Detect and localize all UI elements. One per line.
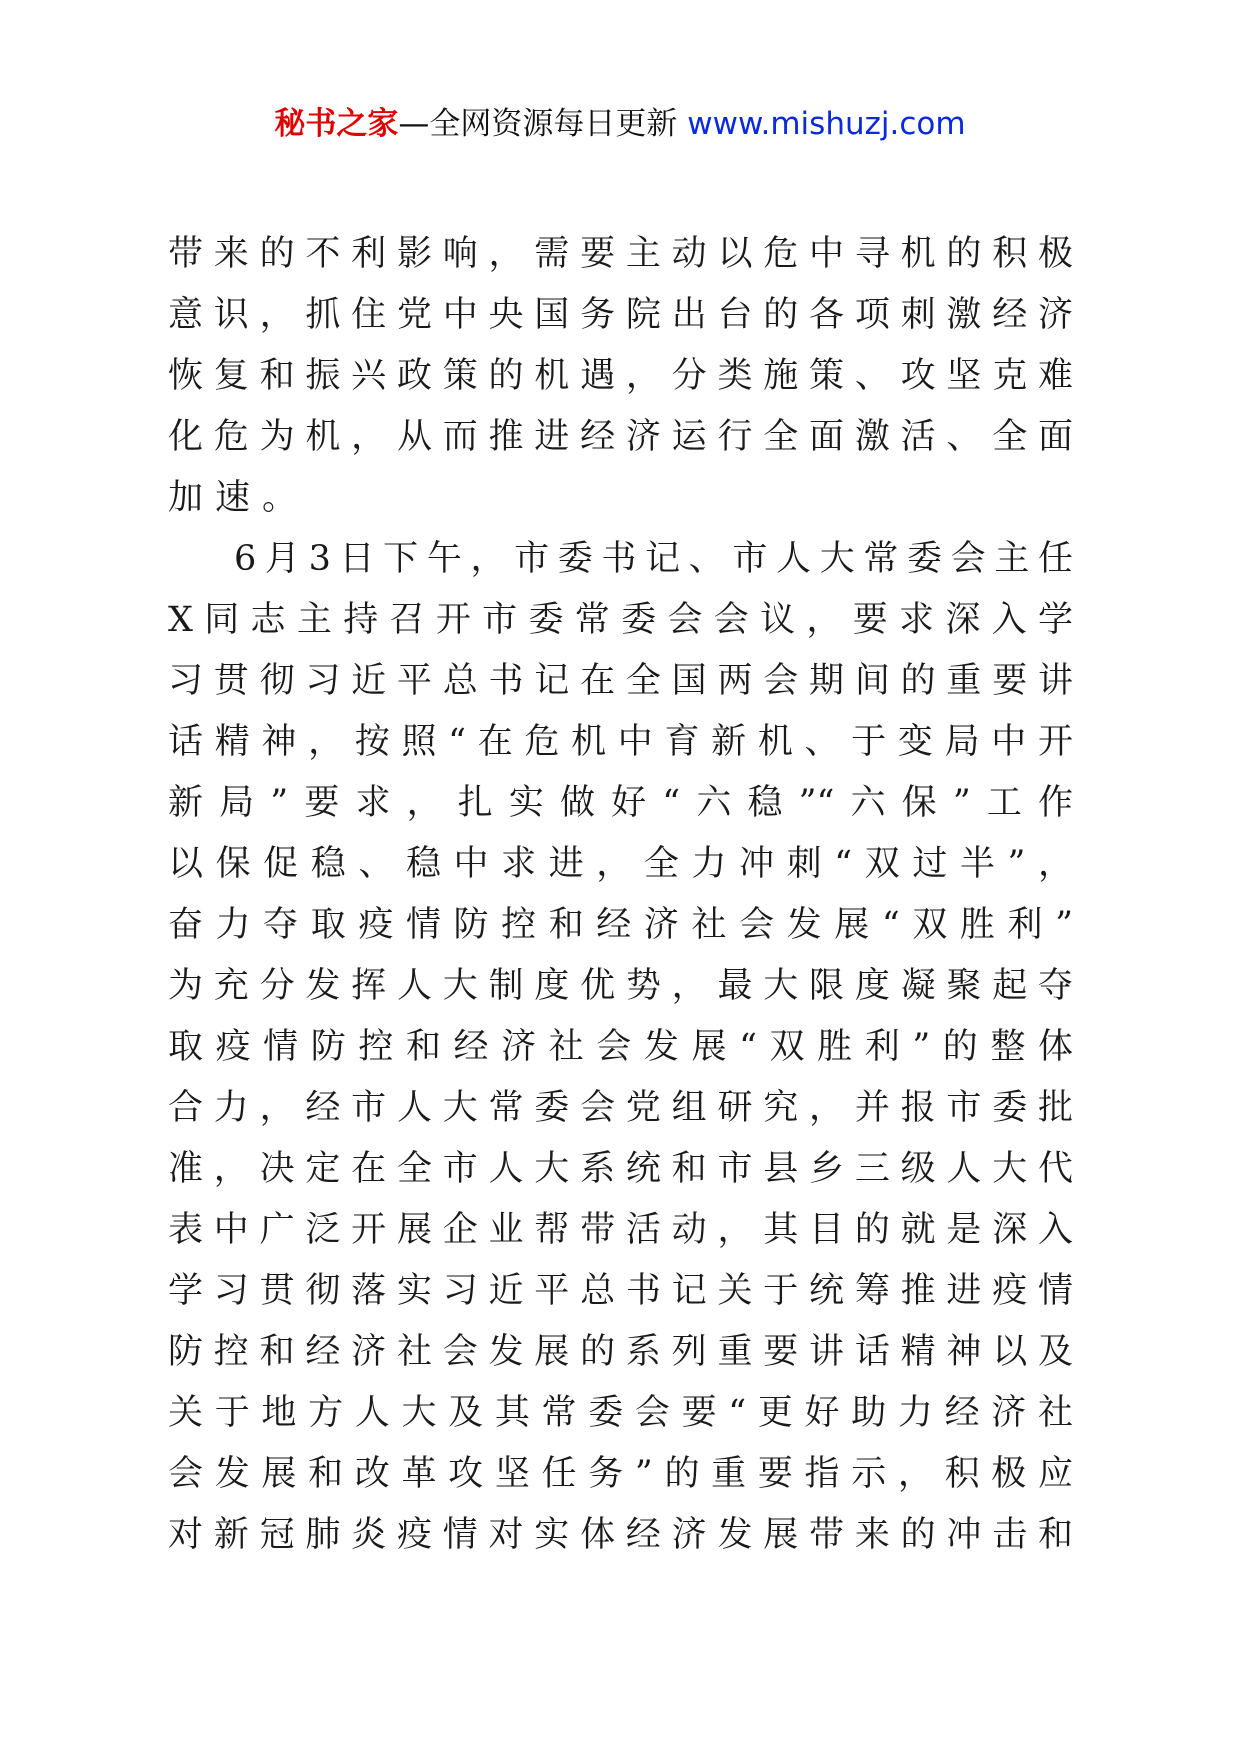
text-line: 化危为机，从而推进经济运行全面激活、全面 [168,417,1073,457]
document-body [168,224,1073,1566]
text-line: 合力，经市人大常委会党组研究，并报市委批 [168,1088,1073,1128]
text-line: 学习贯彻落实习近平总书记关于统筹推进疫情 [168,1271,1073,1311]
text-line: 对新冠肺炎疫情对实体经济发展带来的冲击和 [168,1515,1073,1555]
text-line: 取疫情防控和经济社会发展“双胜利”的整体 [168,1027,1073,1067]
paragraph-first-line: 6月3日下午，市委书记、市人大常委会主任 [234,539,1073,579]
text-line: 表中广泛开展企业帮带活动，其目的就是深入 [168,1210,1073,1250]
text-line: 意识，抓住党中央国务院出台的各项刺激经济 [168,295,1073,335]
text-line: 防控和经济社会发展的系列重要讲话精神以及 [168,1332,1073,1372]
text-line: 加速。 [168,478,310,518]
text-line: 习贯彻习近平总书记在全国两会期间的重要讲 [168,661,1073,701]
text-line: 以保促稳、稳中求进，全力冲刺“双过半”， [168,844,1073,884]
text-line: 为充分发挥人大制度优势，最大限度凝聚起夺 [168,966,1073,1006]
text-line: 话精神，按照“在危机中育新机、于变局中开 [168,722,1073,762]
site-url-link[interactable]: www.mishuzj.com [687,106,966,142]
text-line: 新局”要求，扎实做好“六稳”“六保”工作 [168,783,1073,823]
text-line: 带来的不利影响，需要主动以危中寻机的积极 [168,234,1073,274]
page-header [0,102,1240,146]
text-line: 会发展和改革攻坚任务”的重要指示，积极应 [168,1454,1073,1494]
text-line: 恢复和振兴政策的机遇，分类施策、攻坚克难 [168,356,1073,396]
site-brand: 秘书之家 [274,106,399,142]
text-line: X同志主持召开市委常委会会议，要求深入学 [168,600,1073,640]
text-line: 准，决定在全市人大系统和市县乡三级人大代 [168,1149,1073,1189]
text-line: 奋力夺取疫情防控和经济社会发展“双胜利” [168,905,1073,945]
site-tagline: —全网资源每日更新 [398,106,688,142]
text-line: 关于地方人大及其常委会要“更好助力经济社 [168,1393,1073,1433]
